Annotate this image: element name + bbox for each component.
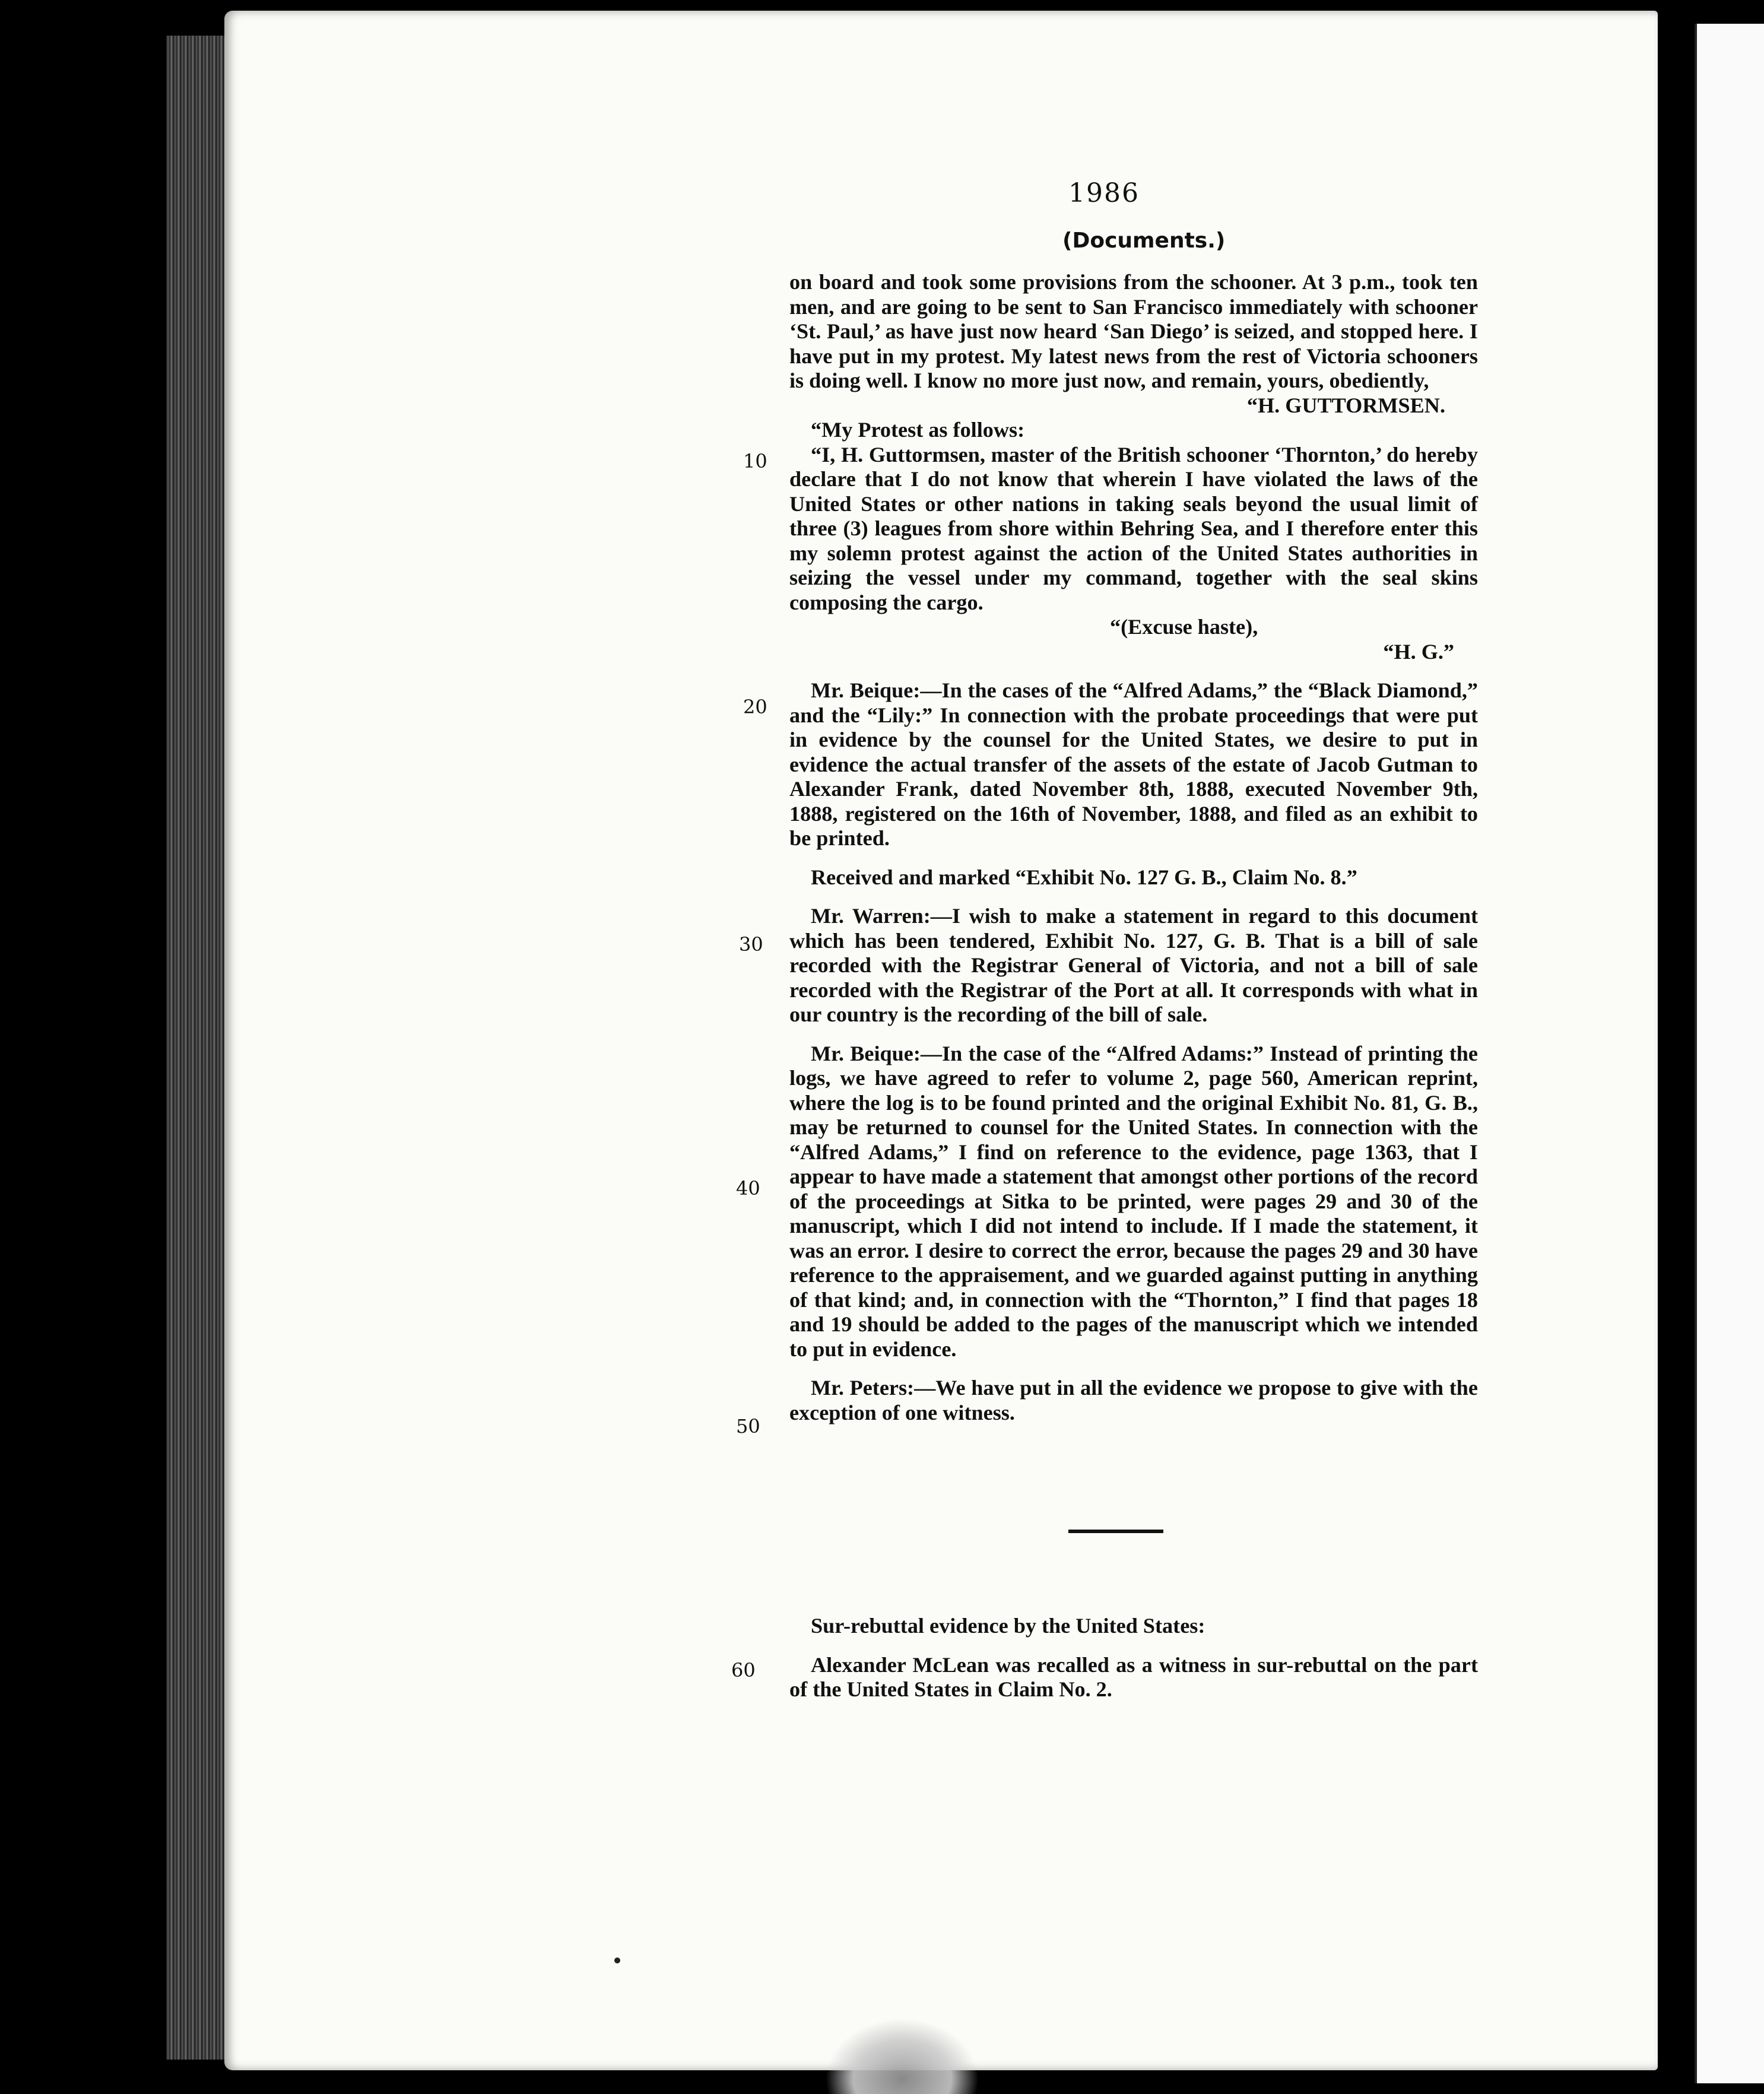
protest-heading: “My Protest as follows:	[811, 418, 1025, 442]
peters-statement: Mr. Peters:—We have put in all the evidence we propose to give with the exception of one witness.	[789, 1376, 1478, 1424]
excuse-haste: “(Excuse haste),	[1110, 615, 1258, 639]
line-number-50: 50	[736, 1415, 760, 1438]
exhibit-received: Received and marked “Exhibit No. 127 G. B., Claim No. 8.”	[811, 865, 1357, 889]
document-text	[789, 270, 1478, 1702]
protest-text: “I, H. Guttormsen, master of the British schooner ‘Thornton,’ do hereby declare that I do not know that wherein I have violated the laws of the United States or other nations in taking seals beyond the usual limit of three (3) leagues from shore within Behring Sea, and I therefore enter this my solemn protest against the action of the United States authorities in seizing the vessel under my command, together with the seal skins composing the cargo.	[789, 442, 1478, 614]
ink-speck	[614, 1957, 620, 1963]
beique-statement-1: Mr. Beique:—In the cases of the “Alfred Adams,” the “Black Diamond,” and the “Lily:” In connection with the probate proceedings that were put in evidence by the counsel for the United States, we desire to put in evidence the actual transfer of the assets of the estate of Jacob Gutman to Alexander Frank, dated November 8th, 1888, executed November 9th, 1888, registered on the 16th of November, 1888, and filed as an exhibit to be printed.	[789, 678, 1478, 850]
running-head: (Documents.)	[1062, 229, 1226, 253]
adjacent-page	[1695, 24, 1764, 2083]
sur-rebuttal-heading: Sur-rebuttal evidence by the United States:	[811, 1614, 1205, 1638]
line-number-20: 20	[743, 696, 767, 718]
section-divider	[1068, 1530, 1163, 1533]
page-number: 1986	[1068, 178, 1140, 208]
line-number-10: 10	[743, 450, 767, 472]
signature-initials: “H. G.”	[1383, 639, 1454, 664]
letter-continuation: on board and took some provisions from the schooner. At 3 p.m., took ten men, and are going to be sent to San Francisco immediately with schooner ‘St. Paul,’ as have just now heard ‘San Diego’ is seized, and stopped here. I have put in my protest. My latest news from the rest of Victoria schooners is doing well. I know no more just now, and remain, yours, obediently,	[789, 270, 1478, 392]
line-number-30: 30	[739, 933, 763, 956]
page-blot	[825, 2018, 979, 2094]
beique-statement-2: Mr. Beique:—In the case of the “Alfred Adams:” Instead of printing the logs, we have agreed to refer to volume 2, page 560, American reprint, where the log is to be found printed and the original Exhibit No. 81, G. B., may be returned to counsel for the United States. In connection with the “Alfred Adams,” I find on reference to the evidence, page 1363, that I appear to have made a statement that amongst other portions of the record of the proceedings at Sitka to be printed, were pages 29 and 30 of the manuscript, which I did not intend to include. If I made the statement, it was an error. I desire to correct the error, because the pages 29 and 30 have reference to the appraisement, and we guarded against putting in anything of that kind; and, in connection with the “Thornton,” I find that pages 18 and 19 should be added to the pages of the manuscript which we intended to put in evidence.	[789, 1041, 1478, 1361]
line-number-60: 60	[731, 1659, 756, 1681]
mclean-recalled: Alexander McLean was recalled as a witness in sur-rebuttal on the part of the United States in Claim No. 2.	[789, 1652, 1478, 1701]
signature-guttormsen: “H. GUTTORMSEN.	[1246, 393, 1445, 417]
warren-statement: Mr. Warren:—I wish to make a statement in regard to this document which has been tendered, Exhibit No. 127, G. B. That is a bill of sale recorded with the Registrar General of Victoria, and not a bill of sale recorded with the Registrar of the Port at all. It corresponds with what in our country is the recording of the bill of sale.	[789, 904, 1478, 1026]
line-number-40: 40	[736, 1177, 760, 1200]
